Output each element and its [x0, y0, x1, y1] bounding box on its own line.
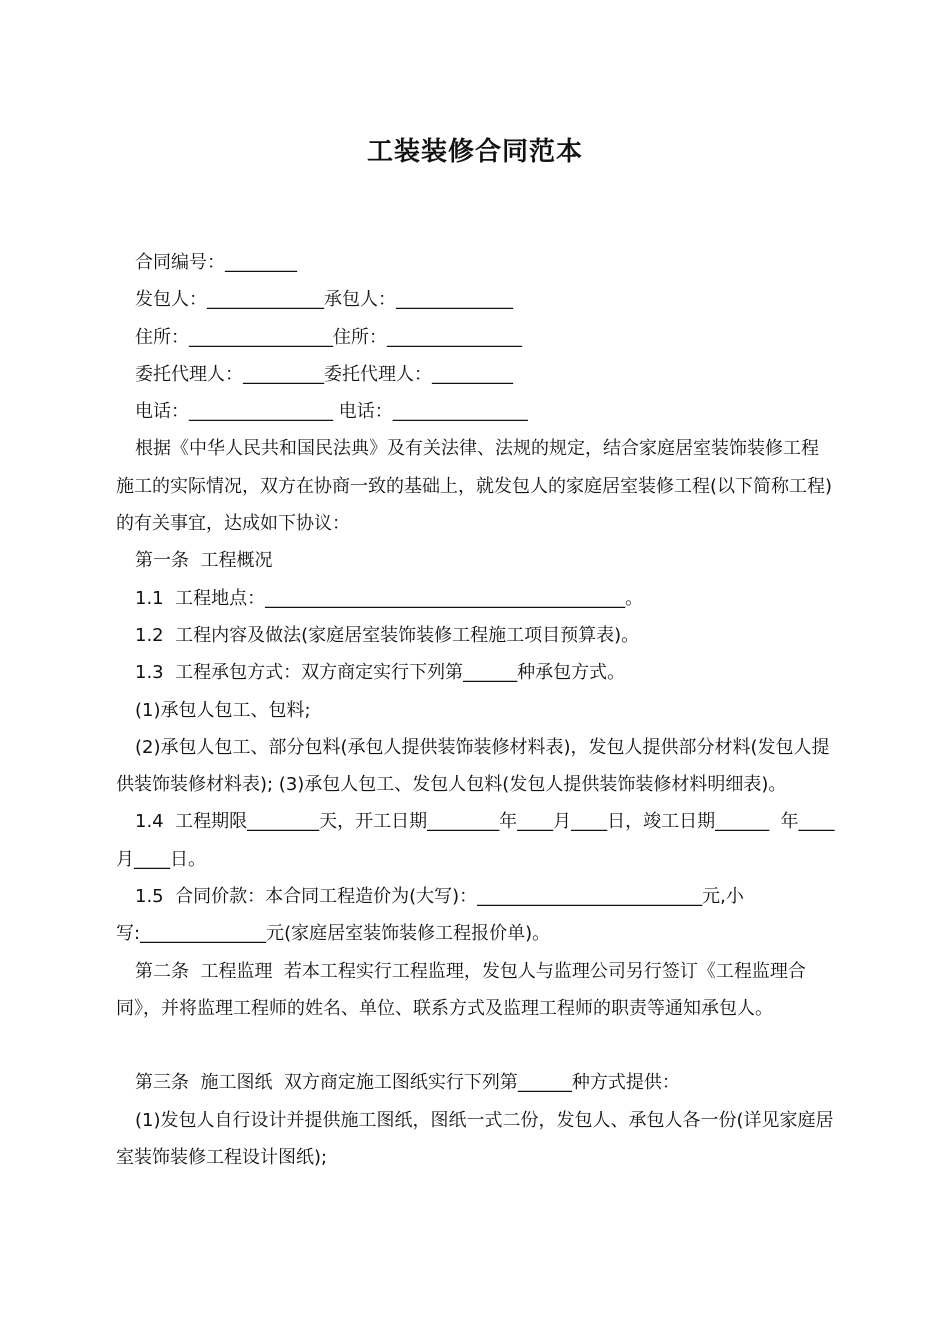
article-1-heading: 第一条 工程概况	[135, 550, 273, 572]
agent-line: 委托代理人：_________委托代理人：_________	[135, 363, 513, 385]
clause-1-4: 1.4 工程期限________天，开工日期________年____月____日，竣工日期______ 年____月____日。	[116, 811, 835, 870]
article-3-option-1: (1)发包人自行设计并提供施工图纸，图纸一式二份，发包人、承包人各一份(详见家庭居室装饰装修工程设计图纸);	[116, 1109, 834, 1168]
article-3-heading: 第三条 施工图纸 双方商定施工图纸实行下列第______种方式提供：	[135, 1072, 680, 1094]
clause-1-3: 1.3 工程承包方式：双方商定实行下列第______种承包方式。	[135, 662, 626, 684]
article-2-paragraph: 第二条 工程监理 若本工程实行工程监理，发包人与监理公司另行签订《工程监理合同》，并将监理工程师的姓名、单位、联系方式及监理工程师的职责等通知承包人。	[116, 960, 806, 1019]
clause-1-2: 1.2 工程内容及做法(家庭居室装饰装修工程施工项目预算表)。	[135, 624, 640, 646]
clause-1-3-option-2: (2)承包人包工、部分包料(承包人提供装饰装修材料表)，发包人提供部分材料(发包人提供装饰装修材料表); (3)承包人包工、发包人包料(发包人提供装饰装修材料明细表)。	[116, 736, 830, 796]
address-line: 住所：________________住所：_______________	[135, 326, 522, 348]
preamble-paragraph: 根据《中华人民共和国民法典》及有关法律、法规的规定，结合家庭居室装饰装修工程施工的实际情况，双方在协商一致的基础上，就发包人的家庭居室装修工程(以下简称工程)的有关事宜，达成如下协议：	[116, 438, 833, 535]
paragraph-gap	[116, 1027, 836, 1064]
phone-line: 电话：________________ 电话：_______________	[135, 401, 528, 423]
parties-line: 发包人：_____________承包人：_____________	[135, 289, 513, 311]
clause-1-3-option-1: (1)承包人包工、包料;	[135, 699, 311, 721]
contract-number-line: 合同编号：________	[135, 252, 297, 273]
document-title: 工装装修合同范本	[366, 137, 583, 167]
clause-1-1: 1.1 工程地点：________________________________________。	[135, 587, 644, 609]
clause-1-5: 1.5 合同价款：本合同工程造价为(大写)：_________________________元,小写:______________元(家庭居室装饰装修工程报价单)。	[116, 886, 744, 945]
document-body	[116, 244, 836, 1176]
